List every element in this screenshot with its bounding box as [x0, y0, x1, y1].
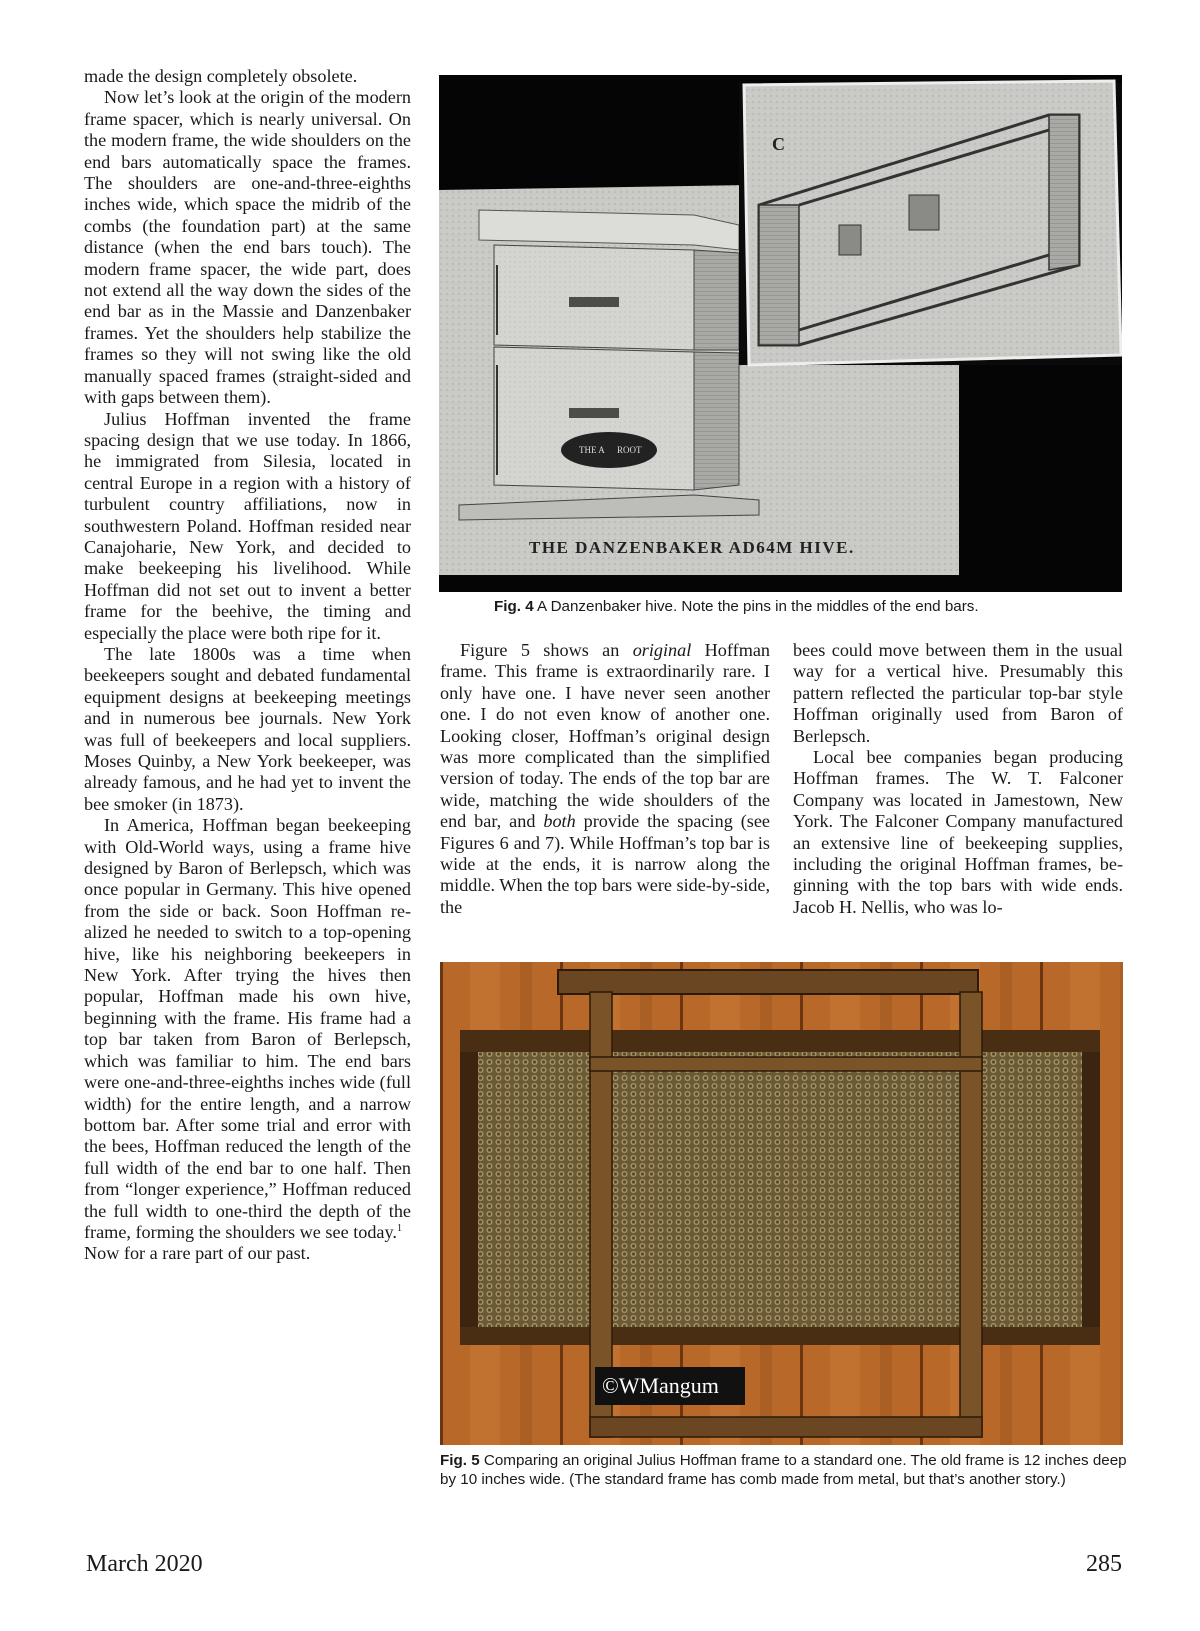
figure-label: Fig. 4	[494, 598, 534, 615]
danzenbaker-hive-illustration	[439, 75, 1122, 592]
paragraph	[84, 815, 411, 1243]
hoffman-frame-photo	[440, 962, 1123, 1445]
text-run: provide the spacing (see Figures 6 and 7). While Hoffman’s top bar is wide at the ends, it is narrow along the middle. When the top bars were side-by-side, the	[440, 811, 770, 917]
paragraph: made the design completely obsolete.	[84, 66, 358, 86]
text-run: Figure 5 shows an	[460, 640, 633, 660]
page-number: 285	[1086, 1551, 1122, 1577]
caption-text: A Danzenbaker hive. Note the pins in the middles of the end bars.	[533, 598, 979, 615]
article-middle-column	[440, 640, 770, 918]
figure-5-caption	[440, 1451, 1130, 1489]
figure-4-caption	[494, 597, 1134, 616]
footnote-marker: 1	[396, 1222, 402, 1234]
badge-text-right: ROOT	[617, 445, 642, 455]
paragraph: Now for a rare part of our past.	[84, 1243, 311, 1264]
paragraph: Local bee companies began producing Hoffman frames. The W. T. Falconer Company was located in Jamestown, New York. The Falconer Company manufactured an extensive line of beekeeping supplies, including the original Hoffman frames, beginning with the top bars with wide ends. Jacob H. Nellis, who was lo-	[793, 747, 1123, 917]
figure-4-photo	[439, 75, 1122, 592]
article-left-column	[84, 66, 411, 1265]
paragraph: Now let’s look at the origin of the modern frame spacer, which is nearly universal. On the modern frame, the wide shoulders on the end bars automatically space the frames. The shoulders are one-and-three-eighths inches wide, which space the midrib of the combs (the foundation part) at the same distance (when the end bars touch). The modern frame spacer, the wide part, does not extend all the way down the sides of the end bar as in the Massie and Danzenbaker frames. Yet the shoulders help stabilize the frames so they will not swing like the old manually spaced frames (straight-sided and with gaps between them).	[84, 87, 411, 408]
issue-date: March 2020	[86, 1551, 203, 1577]
caption-text: Comparing an original Julius Hoffman frame to a standard one. The old frame is 12 inches deep by 10 inches wide. (The standard frame has comb made from metal, but that’s another story.)	[440, 1452, 1127, 1488]
badge-text-left: THE A	[579, 445, 605, 455]
paragraph: The late 1800s was a time when beekeepers sought and debated fundamental equipment designs at beekeeping meetings and in numerous bee journals. New York was full of beekeepers and local suppliers. Moses Quinby, a New York beekeeper, was already famous, and he had yet to invent the bee smoker (in 1873).	[84, 643, 411, 814]
photo-watermark: ©WMangum	[602, 1373, 719, 1398]
paragraph: bees could move between them in the usual way for a vertical hive. Presumably this pattern reflected the particular top-bar style Hoffman originally used from Baron of Berlepsch.	[793, 640, 1123, 746]
figure-5-photo	[440, 962, 1123, 1445]
text-run: Hoffman frame. This frame is extraordinarily rare. I only have one. I have never seen another one. I do not even know of another one. Looking closer, Hoffman’s original design was more complicated than the simplified version of today. The ends of the top bar are wide, matching the wide shoulders of the end bar, and	[440, 640, 771, 832]
italic-text: both	[543, 811, 576, 832]
paragraph-text: In America, Hoffman began beekeeping with Old-World ways, using a frame hive designed by Baron of Berlepsch, which was once popular in Germany. This hive opened from the side or back. Soon Hoffman realized he needed to switch to a top-opening hive, like his neighboring beekeepers in New York. After trying the hives then popular, Hoffman made his own hive, beginning with the frame. His frame had a top bar taken from Baron of Berlepsch, which was familiar to him. The end bars were one-and-three-eighths inches wide (full width) for the entire length, and a narrow bottom bar. After some trial and error with the bees, Hoffman reduced the length of the full width of the end bar to one half. Then from “longer experience,” Hoffman reduced the full width to one-third the depth of the frame, forming the shoulders we see today.	[84, 815, 411, 1242]
italic-text: original	[632, 640, 692, 660]
paragraph: Julius Hoffman invented the frame spacing design that we use today. In 1866, he immigrated from Silesia, located in central Europe in a region with a history of turbulent country affiliations, now in southwestern Poland. Hoffman resided near Canajoharie, New York, and decided to make beekeeping his livelihood. While Hoffman did not set out to invent a better frame for the beehive, the timing and especially the place were both ripe for it.	[84, 408, 411, 643]
paragraph	[440, 640, 770, 918]
article-right-column	[793, 640, 1123, 918]
engraving-caption: THE DANZENBAKER AD64M HIVE.	[529, 538, 855, 557]
inset-letter: C	[772, 134, 785, 154]
figure-label: Fig. 5	[440, 1452, 480, 1469]
